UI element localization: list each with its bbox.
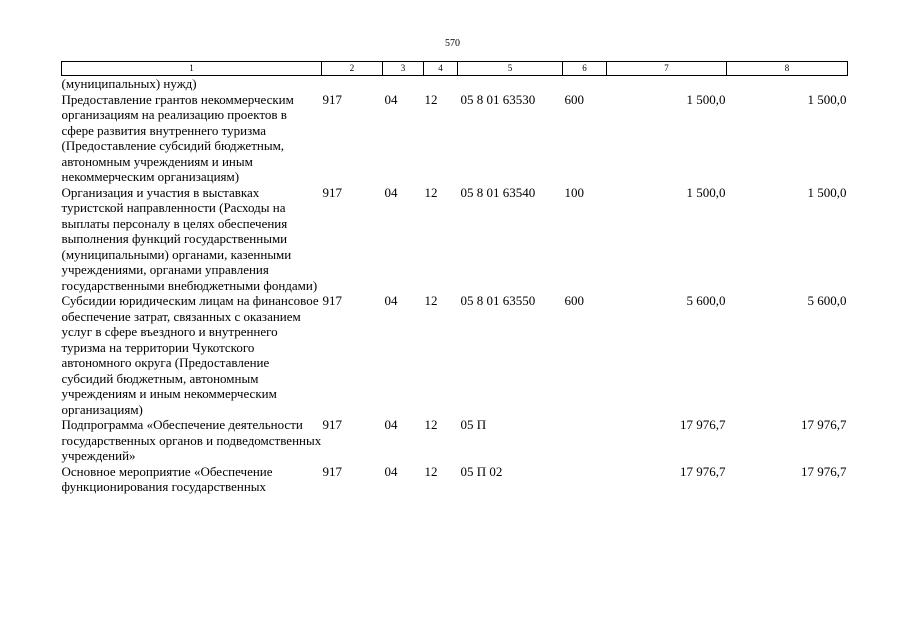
table-row [62, 185, 848, 294]
row-name: Субсидии юридическим лицам на финансовое обеспечение затрат, связанных с оказанием услуг в сфере въездного и внутреннего туризма на территории Чукотского автономного округа (Предоставление субсидий бюджетным, автономным учреждениям и иным некоммерческим организациям) [61, 293, 319, 417]
page-number: 570 [445, 38, 460, 49]
row-section: 04 [384, 91, 398, 107]
row-amount-col7: 17 976,7 [680, 463, 726, 479]
row-amount-col7: 17 976,7 [680, 417, 726, 432]
table-row [62, 92, 848, 185]
row-amount-col8: 1 500,0 [807, 184, 847, 200]
row-amount-col7: 1 500,0 [686, 91, 726, 107]
header-col-5: 5 [458, 62, 563, 76]
table-row [62, 464, 848, 495]
row-target-article: 05 8 01 63530 [460, 91, 536, 107]
row-amount-col7: 5 600,0 [686, 293, 726, 308]
header-col-7: 7 [607, 62, 727, 76]
table-row [62, 293, 848, 417]
header-col-4: 4 [424, 62, 458, 76]
row-amount-col8: 1 500,0 [807, 91, 847, 107]
row-section: 04 [384, 184, 398, 200]
row-expense-type: 600 [564, 293, 584, 308]
row-expense-type: 100 [564, 184, 584, 200]
row-amount-col8: 17 976,7 [801, 417, 847, 432]
row-name: Основное мероприятие «Обеспечение функционирования государственных [61, 463, 273, 494]
row-section: 04 [384, 417, 398, 432]
row-name: Подпрограмма «Обеспечение деятельности государственных органов и подведомственных учреждений» [61, 417, 322, 463]
header-row [62, 62, 848, 76]
row-target-article: 05 8 01 63540 [460, 184, 536, 200]
header-col-8: 8 [727, 62, 848, 76]
row-ministry-code: 917 [322, 184, 342, 200]
row-subsection: 12 [424, 417, 438, 432]
row-amount-col8: 5 600,0 [807, 293, 847, 308]
row-name: Предоставление грантов некоммерческим организациям на реализацию проектов в сфере развития внутреннего туризма (Предоставление субсидий бюджетным, автономным учреждениям и иным некоммерческим организациям) [61, 91, 294, 184]
row-subsection: 12 [424, 91, 438, 107]
row-expense-type: 600 [564, 91, 584, 107]
row-section: 04 [384, 293, 398, 308]
row-ministry-code: 917 [322, 293, 342, 308]
row-ministry-code: 917 [322, 91, 342, 107]
header-col-2: 2 [322, 62, 383, 76]
table-body [62, 76, 848, 495]
row-subsection: 12 [424, 463, 438, 479]
row-ministry-code: 917 [322, 463, 342, 479]
header-col-1: 1 [62, 62, 322, 76]
budget-table [61, 61, 848, 495]
row-target-article: 05 8 01 63550 [460, 293, 536, 308]
continuation-row [62, 76, 848, 92]
row-section: 04 [384, 463, 398, 479]
row-amount-col8: 17 976,7 [801, 463, 847, 479]
table-header [62, 62, 848, 76]
row-expense-type [563, 417, 607, 464]
row-target-article: 05 П [460, 417, 487, 432]
row-ministry-code: 917 [322, 417, 342, 432]
header-col-6: 6 [563, 62, 607, 76]
header-col-3: 3 [383, 62, 424, 76]
table-row [62, 417, 848, 464]
row-subsection: 12 [424, 293, 438, 308]
row-amount-col7: 1 500,0 [686, 184, 726, 200]
row-subsection: 12 [424, 184, 438, 200]
continuation-text: (муниципальных) нужд) [61, 76, 197, 91]
row-target-article: 05 П 02 [460, 463, 503, 479]
row-expense-type [563, 464, 607, 495]
row-name: Организация и участия в выставках туристской направленности (Расходы на выплаты персоналу в целях обеспечения выполнения функций государственными (муниципальными) органами, казенными учреждениями, органами управления государственными внебюджетными фондами) [61, 184, 318, 293]
